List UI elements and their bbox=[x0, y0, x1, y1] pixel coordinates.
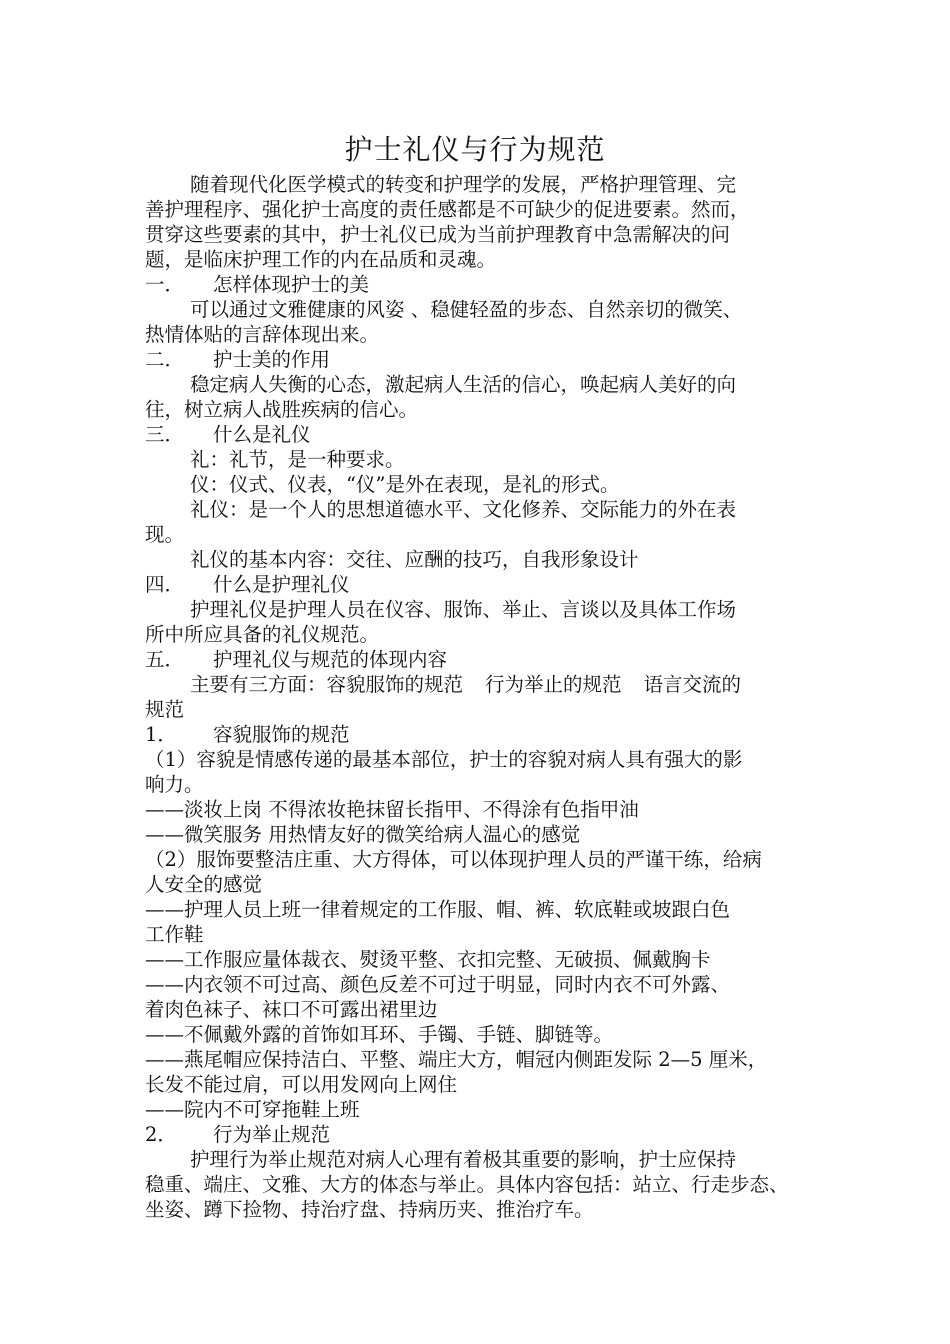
paragraph-line: （2）服饰要整洁庄重、大方得体，可以体现护理人员的严谨干练，给病 bbox=[145, 848, 762, 871]
section-heading bbox=[145, 422, 810, 447]
paragraph-line: 稳重、端庄、文雅、大方的体态与举止。具体内容包括：站立、行走步态、 bbox=[145, 1173, 789, 1196]
section-heading-text: 怎样体现护士的美 bbox=[213, 273, 370, 296]
paragraph-line: 往，树立病人战胜疾病的信心。 bbox=[145, 398, 419, 421]
section-heading-text: 护士美的作用 bbox=[213, 348, 331, 371]
section-heading-text: 护理礼仪与规范的体现内容 bbox=[213, 648, 448, 671]
list-item: ——燕尾帽应保持洁白、平整、端庄大方，帽冠内侧距发际 2—5 厘米， bbox=[145, 1048, 768, 1071]
paragraph-line: 热情体贴的言辞体现出来。 bbox=[145, 323, 380, 346]
list-item-continuation: 着肉色袜子、袜口不可露出裙里边 bbox=[145, 998, 438, 1021]
section-heading bbox=[145, 647, 810, 672]
list-item: ——不佩戴外露的首饰如耳环、手镯、手链、脚链等。 bbox=[145, 1023, 614, 1046]
paragraph-line: 护理行为举止规范对病人心理有着极其重要的影响，护士应保持 bbox=[190, 1148, 737, 1171]
paragraph-line: 稳定病人失衡的心态，激起病人生活的信心，唤起病人美好的向 bbox=[190, 373, 737, 396]
list-item: ——院内不可穿拖鞋上班 bbox=[145, 1098, 360, 1121]
list-item: ——淡妆上岗 不得浓妆艳抹留长指甲、不得涂有色指甲油 bbox=[145, 798, 639, 821]
paragraph-line: 现。 bbox=[145, 523, 185, 546]
aspect-item: 主要有三方面：容貌服饰的规范 bbox=[190, 673, 464, 696]
section-number: 三． bbox=[145, 423, 185, 446]
list-item: ——工作服应量体裁衣、熨烫平整、衣扣完整、无破损、佩戴胸卡 bbox=[145, 948, 711, 971]
aspect-item: 语言交流的 bbox=[643, 673, 742, 696]
paragraph-line: 护理礼仪是护理人员在仪容、服饰、举止、言谈以及具体工作场 bbox=[190, 598, 737, 621]
section-number: 四． bbox=[145, 573, 185, 596]
paragraph-line: 礼仪：是一个人的思想道德水平、文化修养、交际能力的外在表 bbox=[190, 498, 737, 521]
section-heading bbox=[145, 572, 810, 597]
subsection-heading bbox=[145, 722, 810, 747]
document-body bbox=[145, 172, 810, 1222]
list-item-continuation: 长发不能过肩，可以用发网向上网住 bbox=[145, 1073, 458, 1096]
document-title: 护士礼仪与行为规范 bbox=[344, 133, 606, 166]
paragraph-line: 随着现代化医学模式的转变和护理学的发展，严格护理管理、完 bbox=[190, 173, 737, 196]
paragraph-line: 规范 bbox=[145, 698, 185, 721]
section-heading-text: 什么是护理礼仪 bbox=[213, 573, 350, 596]
paragraph-line: 可以通过文雅健康的风姿 、稳健轻盈的步态、自然亲切的微笑、 bbox=[190, 298, 743, 321]
section-number: 二． bbox=[145, 348, 185, 371]
section-heading bbox=[145, 272, 810, 297]
paragraph-line: 响力。 bbox=[145, 773, 204, 796]
list-item: ——内衣领不可过高、颜色反差不可过于明显，同时内衣不可外露、 bbox=[145, 973, 731, 996]
paragraph-line: 人安全的感觉 bbox=[145, 873, 263, 896]
subsection-heading-text: 容貌服饰的规范 bbox=[213, 723, 350, 746]
subsection-heading-text: 行为举止规范 bbox=[213, 1123, 331, 1146]
section-number: 一． bbox=[145, 273, 185, 296]
paragraph-line: 仪：仪式、仪表，“仪”是外在表现，是礼的形式。 bbox=[190, 473, 620, 496]
subsection-number: 1． bbox=[145, 723, 177, 746]
list-item: ——微笑服务 用热情友好的微笑给病人温心的感觉 bbox=[145, 823, 581, 846]
aspect-item: 行为举止的规范 bbox=[485, 673, 622, 696]
paragraph-line: 题，是临床护理工作的内在品质和灵魂。 bbox=[145, 248, 497, 271]
list-item: ——护理人员上班一律着规定的工作服、帽、裤、软底鞋或坡跟白色 bbox=[145, 898, 731, 921]
paragraph-line: 所中所应具备的礼仪规范。 bbox=[145, 623, 380, 646]
section-heading-text: 什么是礼仪 bbox=[213, 423, 311, 446]
paragraph-line: 善护理程序、强化护士高度的责任感都是不可缺少的促进要素。然而， bbox=[145, 198, 750, 221]
paragraph-line bbox=[145, 672, 810, 697]
paragraph-line: （1）容貌是情感传递的最基本部位，护士的容貌对病人具有强大的影 bbox=[145, 748, 743, 771]
paragraph-line: 礼：礼节，是一种要求。 bbox=[190, 448, 405, 471]
section-heading bbox=[145, 347, 810, 372]
subsection-number: 2． bbox=[145, 1123, 177, 1146]
paragraph-line: 贯穿这些要素的其中，护士礼仪已成为当前护理教育中急需解决的问 bbox=[145, 223, 731, 246]
paragraph-line: 礼仪的基本内容：交往、应酬的技巧，自我形象设计 bbox=[190, 548, 639, 571]
list-item-continuation: 工作鞋 bbox=[145, 923, 204, 946]
paragraph-line: 坐姿、蹲下捡物、持治疗盘、持病历夹、推治疗车。 bbox=[145, 1198, 594, 1221]
section-number: 五． bbox=[145, 648, 185, 671]
subsection-heading bbox=[145, 1122, 810, 1147]
